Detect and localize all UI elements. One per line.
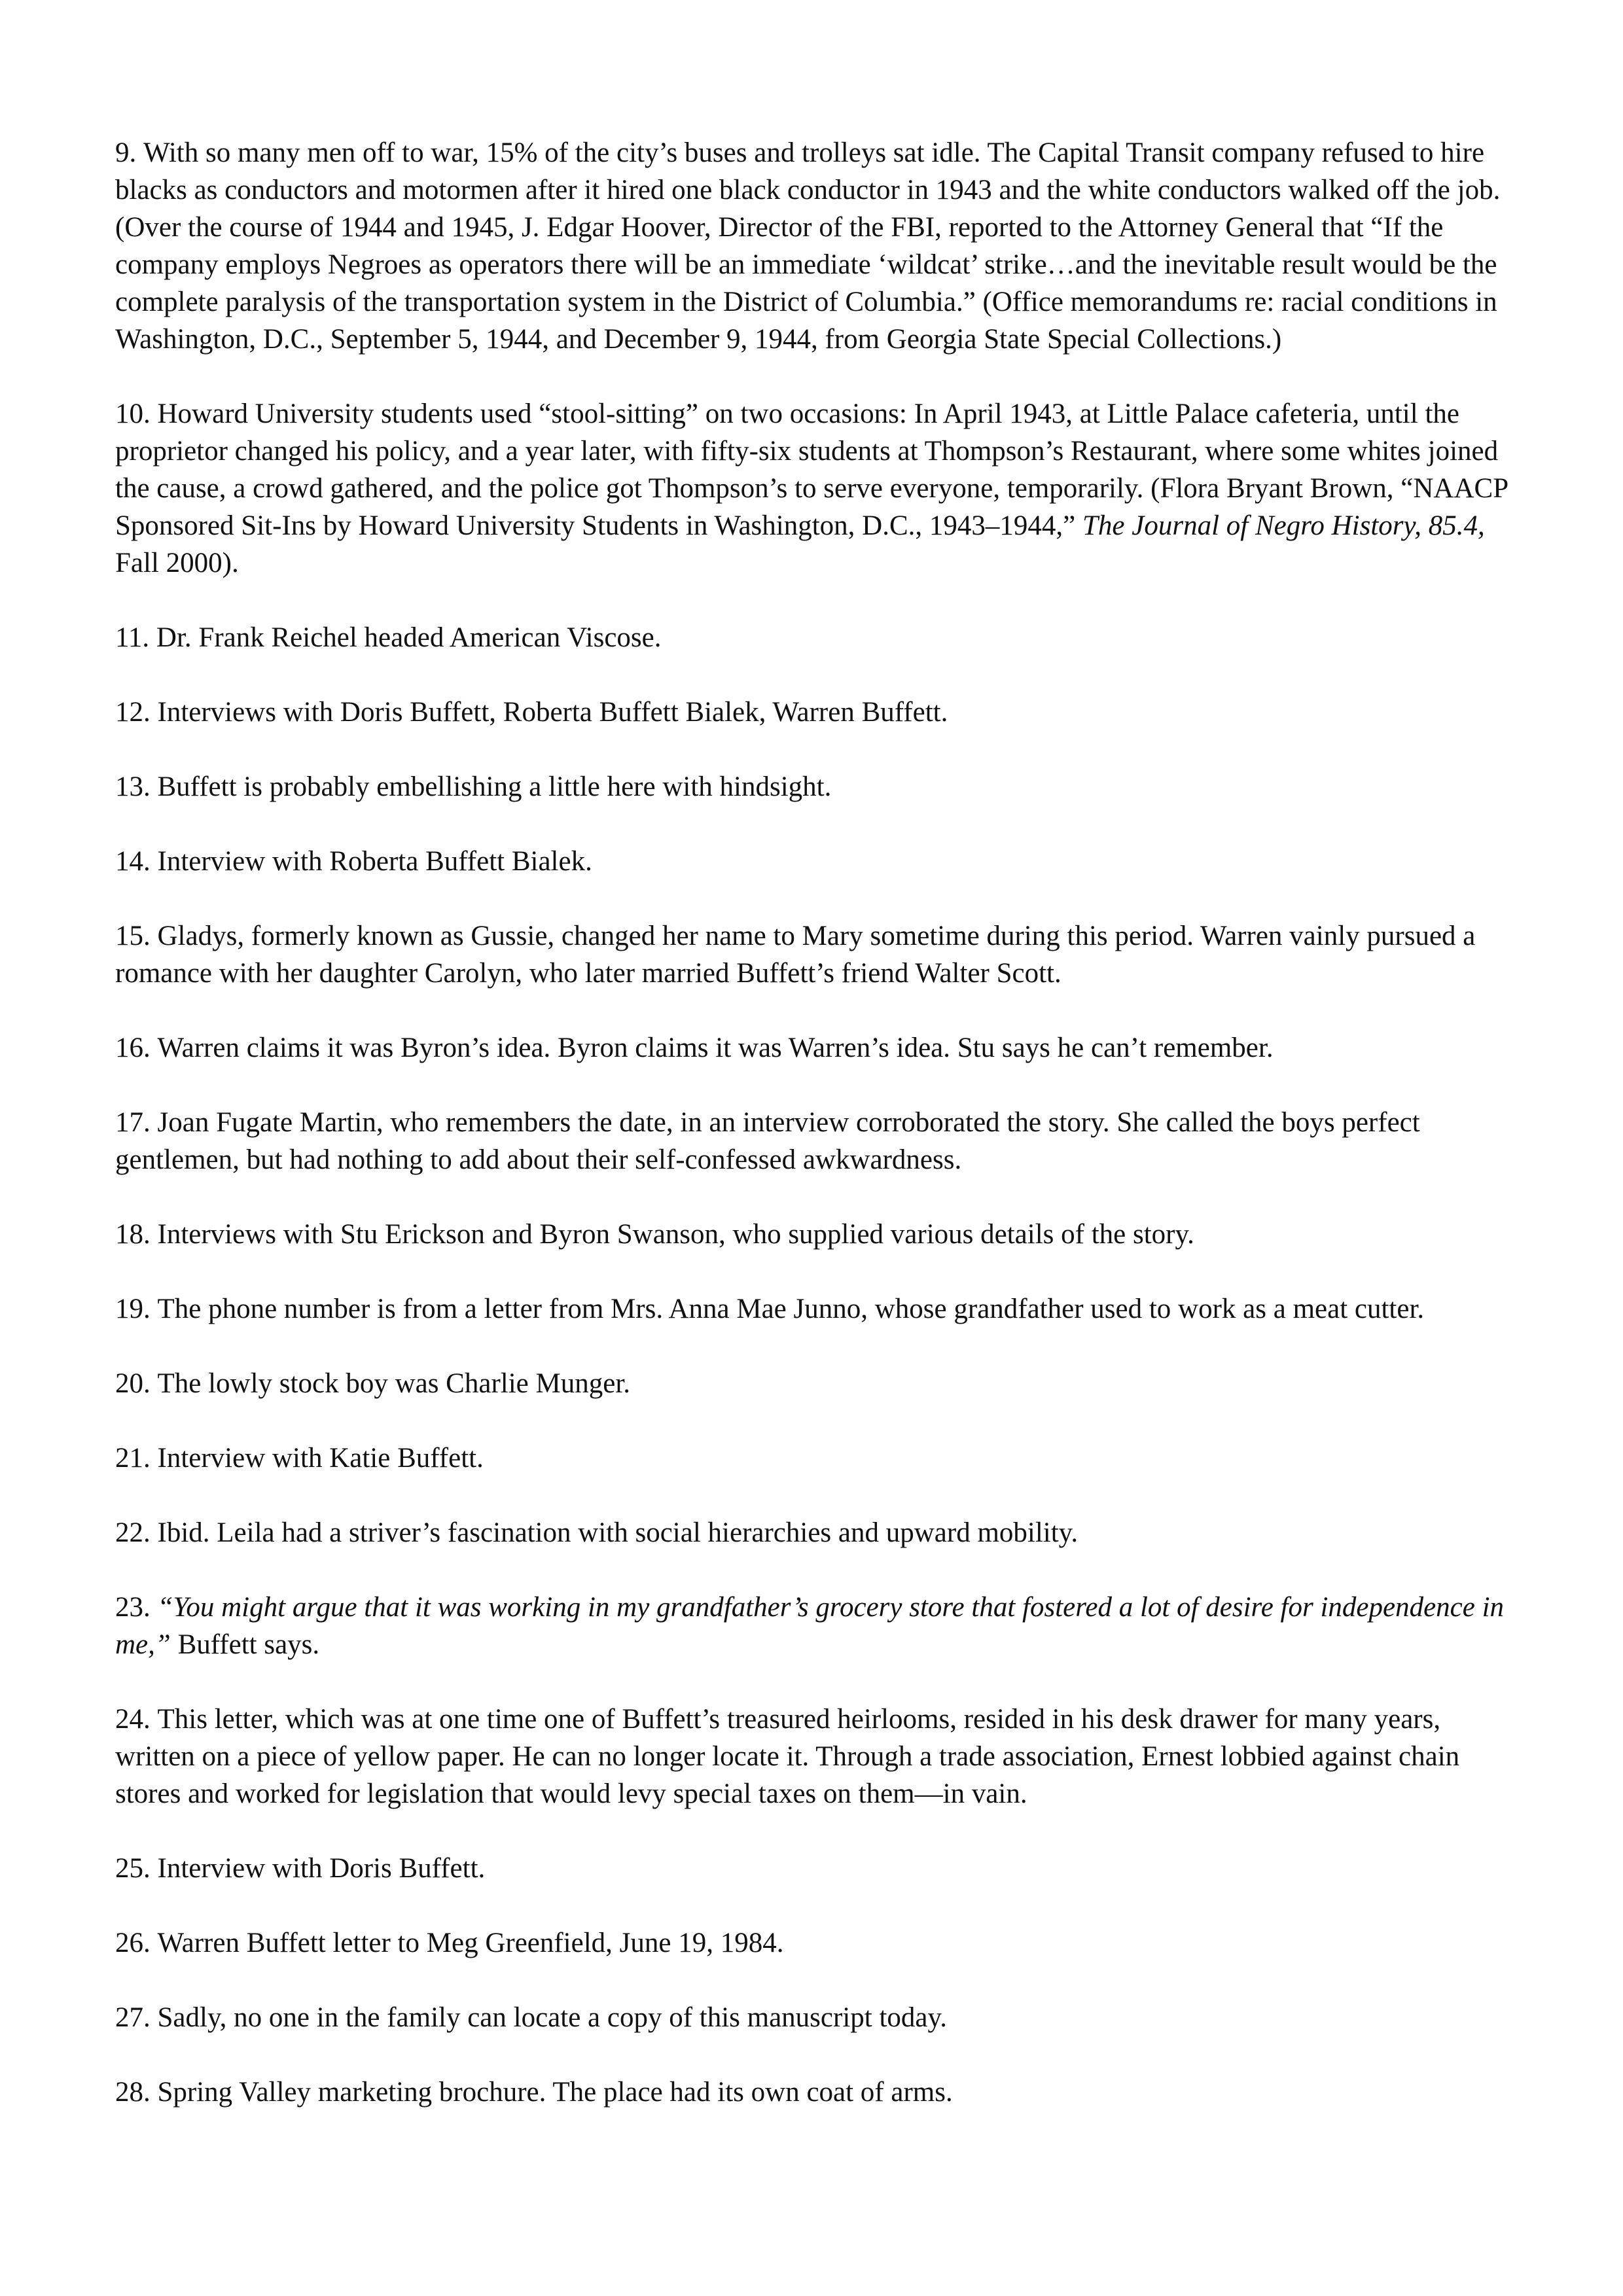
endnote-text: Interview with Roberta Buffett Bialek.: [157, 846, 592, 877]
endnote-number: 27.: [115, 2002, 151, 2033]
endnote-number: 24.: [115, 1704, 151, 1735]
endnote-number: 20.: [115, 1368, 151, 1399]
endnote-text: The phone number is from a letter from Mrs. Anna Mae Junno, whose grandfather used to work as a meat cutter.: [157, 1294, 1425, 1324]
endnote-26: [115, 1924, 1522, 1962]
endnote-18: [115, 1216, 1522, 1253]
endnote-text: Interview with Katie Buffett.: [157, 1443, 484, 1474]
endnote-text: Gladys, formerly known as Gussie, changed her name to Mary sometime during this period. Warren vainly pursued a romance with her daughter Carolyn, who later married Buffett’s friend Walter Scott.: [115, 921, 1476, 989]
endnote-11: [115, 619, 1522, 656]
endnote-20: [115, 1365, 1522, 1402]
endnote-text: With so many men off to war, 15% of the city’s buses and trolleys sat idle. The Capital Transit company refused to hire blacks as conductors and motormen after it hired one black conductor in 1943 and the white conductors walked off the job. (Over the course of 1944 and 1945, J. Edgar Hoover, Director of the FBI, reported to the Attorney General that “If the company employs Negroes as operators there will be an immediate ‘wildcat’ strike…and the inevitable result would be the complete paralysis of the transportation system in the District of Columbia.” (Office memorandums re: racial conditions in Washington, D.C., September 5, 1944, and December 9, 1944, from Georgia State Special Collections.): [115, 137, 1501, 355]
endnote-number: 17.: [115, 1107, 151, 1138]
endnote-text: Interviews with Stu Erickson and Byron Swanson, who supplied various details of the story.: [157, 1219, 1194, 1250]
endnote-italic-text: “You might argue that it was working in my grandfather’s grocery store that fostered a lot of desire for independence in me,”: [115, 1592, 1505, 1660]
endnote-number: 9.: [115, 137, 137, 168]
endnote-14: [115, 843, 1522, 880]
endnote-text: Dr. Frank Reichel headed American Viscose.: [156, 622, 662, 653]
endnote-text: Interview with Doris Buffett.: [157, 1853, 486, 1884]
endnote-9: [115, 134, 1522, 358]
endnote-number: 16.: [115, 1033, 151, 1063]
endnote-text: Joan Fugate Martin, who remembers the date, in an interview corroborated the story. She called the boys perfect gentlemen, but had nothing to add about their self-confessed awkwardness.: [115, 1107, 1420, 1175]
endnotes-page: [115, 134, 1522, 2148]
endnote-number: 26.: [115, 1928, 151, 1958]
endnote-text: Howard University students used “stool-sitting” on two occasions: In April 1943, at Little Palace cafeteria, until the proprietor changed his policy, and a year later, with fifty-six students at Thompson’s Restaurant, where some whites joined the cause, a crowd gathered, and the police got Thompson’s to serve everyone, temporarily. (Flora Bryant Brown, “NAACP Sponsored Sit-Ins by Howard University Students in Washington, D.C., 1943–1944,”: [115, 398, 1508, 541]
endnote-13: [115, 768, 1522, 805]
endnote-10: [115, 395, 1522, 582]
endnote-number: 28.: [115, 2077, 151, 2108]
endnote-number: 19.: [115, 1294, 151, 1324]
endnote-28: [115, 2074, 1522, 2111]
endnote-text: Buffett says.: [170, 1629, 320, 1660]
endnote-number: 11.: [115, 622, 150, 653]
endnote-21: [115, 1439, 1522, 1477]
endnote-number: 13.: [115, 771, 151, 802]
endnote-text: Interviews with Doris Buffett, Roberta Buffett Bialek, Warren Buffett.: [157, 697, 948, 728]
endnote-24: [115, 1701, 1522, 1812]
endnote-text: Fall 2000).: [115, 548, 239, 578]
endnote-12: [115, 694, 1522, 731]
endnote-text: Warren claims it was Byron’s idea. Byron claims it was Warren’s idea. Stu says he can’t remember.: [157, 1033, 1274, 1063]
endnote-number: 18.: [115, 1219, 151, 1250]
endnote-number: 23.: [115, 1592, 151, 1623]
endnote-number: 10.: [115, 398, 151, 429]
endnote-number: 12.: [115, 697, 151, 728]
endnote-22: [115, 1514, 1522, 1551]
endnote-number: 15.: [115, 921, 151, 951]
endnote-text: Warren Buffett letter to Meg Greenfield, June 19, 1984.: [157, 1928, 784, 1958]
endnote-number: 21.: [115, 1443, 151, 1474]
endnote-number: 25.: [115, 1853, 151, 1884]
endnote-text: Sadly, no one in the family can locate a copy of this manuscript today.: [157, 2002, 947, 2033]
endnote-text: The lowly stock boy was Charlie Munger.: [157, 1368, 631, 1399]
endnote-15: [115, 917, 1522, 992]
endnote-text: Spring Valley marketing brochure. The place had its own coat of arms.: [157, 2077, 953, 2108]
endnote-25: [115, 1850, 1522, 1887]
endnote-16: [115, 1029, 1522, 1067]
endnote-number: 14.: [115, 846, 151, 877]
endnote-italic-text: The Journal of Negro History, 85.4,: [1082, 510, 1485, 541]
endnote-27: [115, 1999, 1522, 2036]
endnote-23: [115, 1589, 1522, 1663]
endnote-text: Buffett is probably embellishing a little here with hindsight.: [157, 771, 832, 802]
endnote-17: [115, 1104, 1522, 1178]
endnote-text: Ibid. Leila had a striver’s fascination with social hierarchies and upward mobility.: [157, 1517, 1079, 1548]
endnote-text: This letter, which was at one time one of Buffett’s treasured heirlooms, resided in his desk drawer for many years, written on a piece of yellow paper. He can no longer locate it. Through a trade association, Ernest lobbied against chain stores and worked for legislation that would levy special taxes on them—in vain.: [115, 1704, 1460, 1809]
endnote-number: 22.: [115, 1517, 151, 1548]
endnote-19: [115, 1290, 1522, 1328]
